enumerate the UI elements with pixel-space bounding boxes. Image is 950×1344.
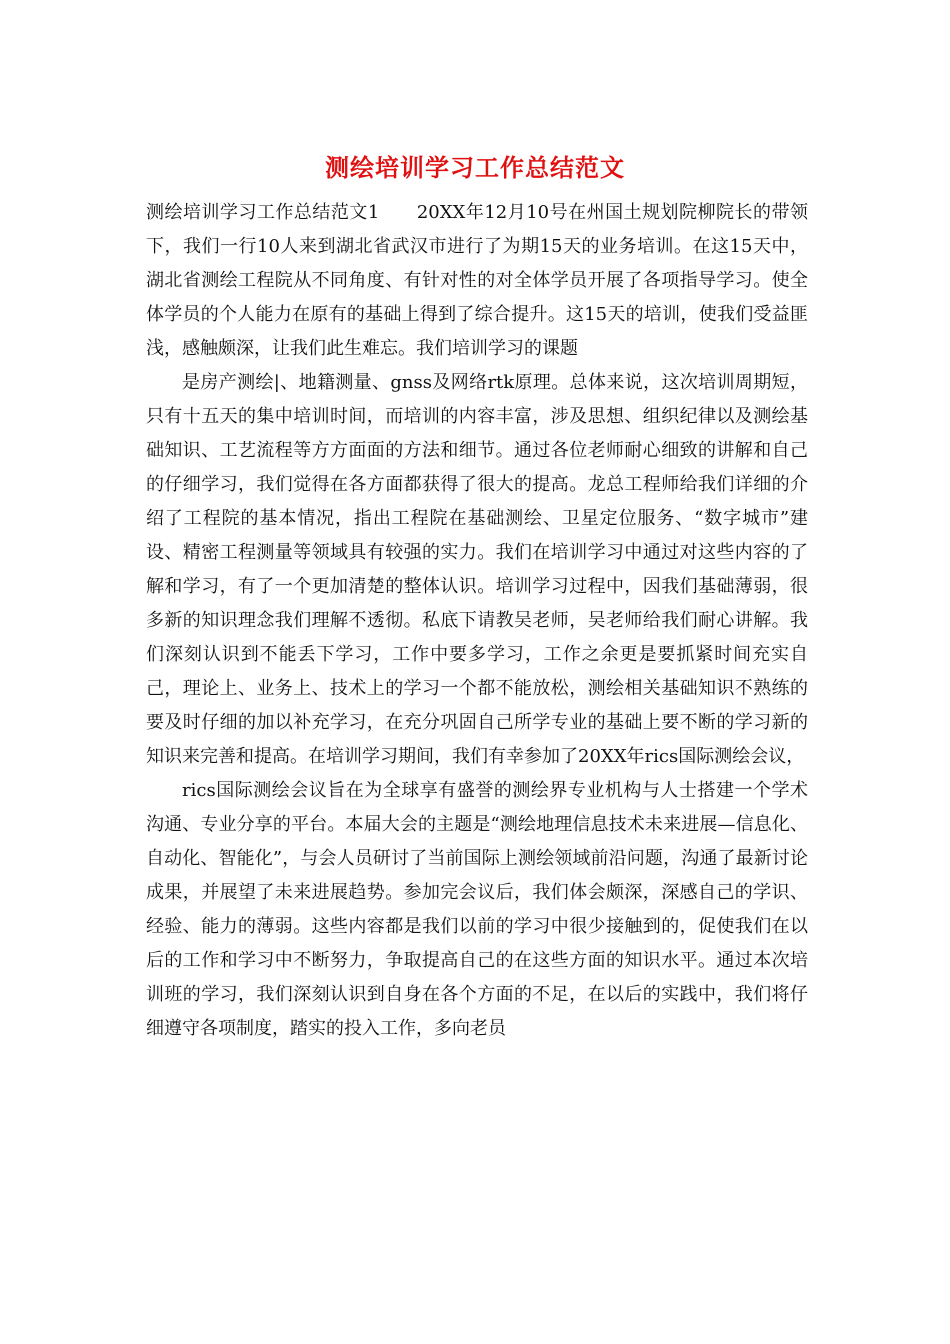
document-title: 测绘培训学习工作总结范文 [325, 153, 625, 182]
paragraph-1: 测绘培训学习工作总结范文1 20XX年12月10号在州国土规划院柳院长的带领下，我们一行10人来到湖北省武汉市进行了为期15天的业务培训。在这15天中，湖北省测绘工程院从不同角度、有针对性的对全体学员开展了各项指导学习。使全体学员的个人能力在原有的基础上得到了综合提升。这15天的培训，使我们受益匪浅，感触颇深，让我们此生难忘。我们培训学习的课题 [146, 202, 808, 359]
paragraph-2: 是房产测绘|、地籍测量、gnss及网络rtk原理。总体来说，这次培训周期短，只有十五天的集中培训时间，而培训的内容丰富，涉及思想、组织纪律以及测绘基础知识、工艺流程等方方面面的方法和细节。通过各位老师耐心细致的讲解和自己的仔细学习，我们觉得在各方面都获得了很大的提高。龙总工程师给我们详细的介绍了工程院的基本情况，指出工程院在基础测绘、卫星定位服务、“数字城市”建设、精密工程测量等领域具有较强的实力。我们在培训学习中通过对这些内容的了解和学习，有了一个更加清楚的整体认识。培训学习过程中，因我们基础薄弱，很多新的知识理念我们理解不透彻。私底下请教吴老师，吴老师给我们耐心讲解。我们深刻认识到不能丢下学习，工作中要多学习，工作之余更是要抓紧时间充实自己，理论上、业务上、技术上的学习一个都不能放松，测绘相关基础知识不熟练的要及时仔细的加以补充学习，在充分巩固自己所学专业的基础上要不断的学习新的知识来完善和提高。在培训学习期间，我们有幸参加了20XX年rics国际测绘会议， [146, 372, 808, 767]
paragraph-3: rics国际测绘会议旨在为全球享有盛誉的测绘界专业机构与人士搭建一个学术沟通、专业分享的平台。本届大会的主题是“测绘地理信息技术未来进展—信息化、自动化、智能化”，与会人员研讨了当前国际上测绘领域前沿问题，沟通了最新讨论成果，并展望了未来进展趋势。参加完会议后，我们体会颇深，深感自己的学识、经验、能力的薄弱。这些内容都是我们以前的学习中很少接触到的，促使我们在以后的工作和学习中不断努力，争取提高自己的在这些方面的知识水平。通过本次培训班的学习，我们深刻认识到自身在各个方面的不足，在以后的实践中，我们将仔细遵守各项制度，踏实的投入工作，多向老员 [146, 780, 808, 1039]
document-body [146, 196, 808, 1046]
